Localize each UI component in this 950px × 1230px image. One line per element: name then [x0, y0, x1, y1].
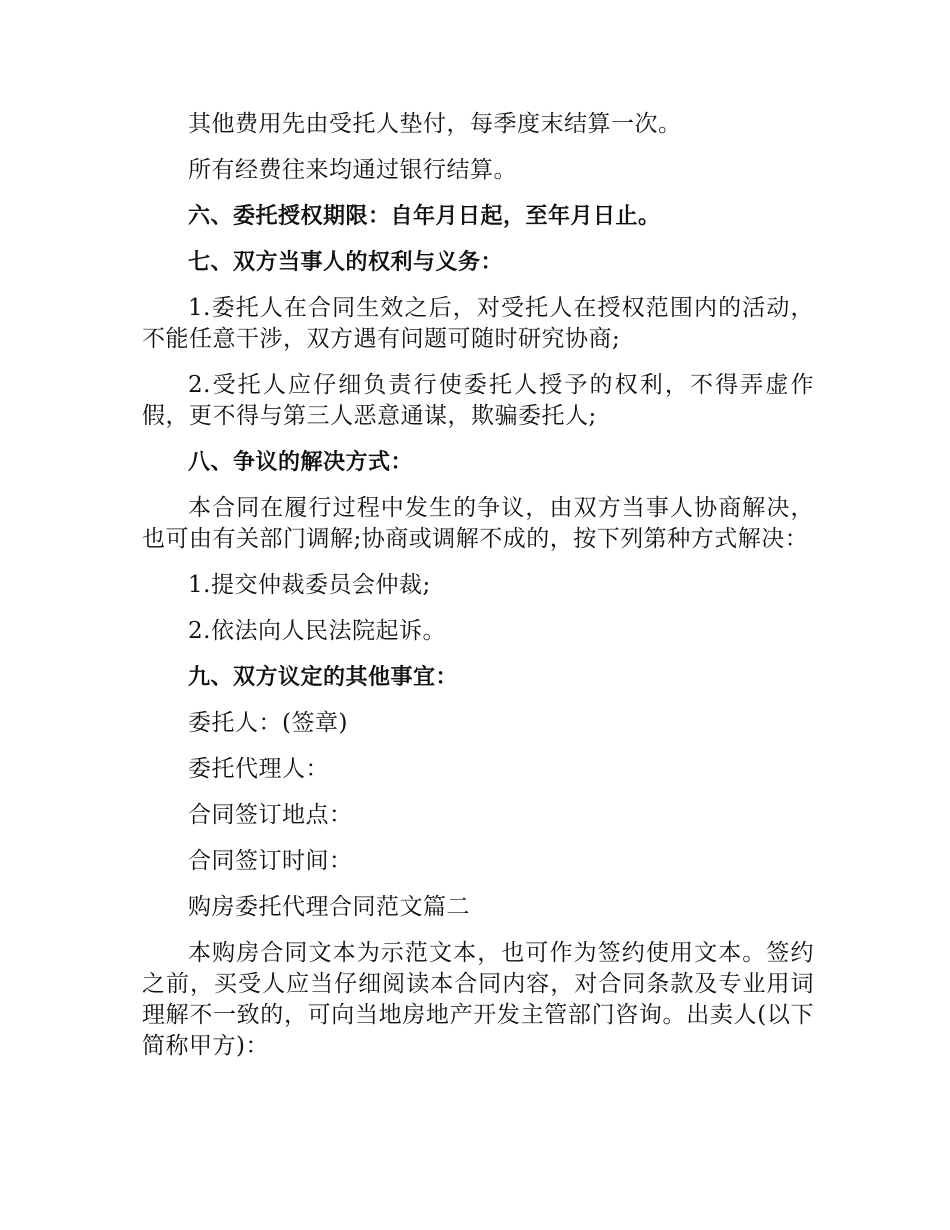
paragraph-bank-settlement: 所有经费往来均通过银行结算。 [188, 157, 517, 183]
paragraph-dispute-text: 本合同在履行过程中发生的争议，由双方当事人协商解决，也可由有关部门调解;协商或调解不成的，按下列第种方式解决： [142, 495, 814, 552]
signature-principal: 委托人：(签章) [188, 710, 348, 736]
clause-agent-duties: 2.受托人应仔细负责行使委托人授予的权利，不得弄虚作假，更不得与第三人恶意通谋，欺骗委托人; [142, 372, 814, 429]
signature-agent: 委托代理人： [188, 756, 329, 782]
signing-location: 合同签订地点： [188, 802, 353, 828]
heading-rights-obligations: 七、双方当事人的权利与义务： [188, 250, 504, 275]
paragraph-expenses-advance: 其他费用先由受托人垫付，每季度末结算一次。 [188, 111, 682, 137]
clause-principal-no-interference: 1.委托人在合同生效之后，对受托人在授权范围内的活动，不能任意干涉，双方遇有问题可随时研究协商; [142, 295, 814, 352]
heading-authorization-period: 六、委托授权期限：自年月日起，至年月日止。 [188, 204, 661, 229]
document-body [142, 109, 814, 1077]
section-title-part-two: 购房委托代理合同范文篇二 [188, 894, 470, 920]
signing-time: 合同签订时间： [188, 848, 353, 874]
paragraph-contract-notice: 本购房合同文本为示范文本，也可作为签约使用文本。签约之前，买受人应当仔细阅读本合同内容，对合同条款及专业用词理解不一致的，可向当地房地产开发主管部门咨询。出卖人(以下简称甲方)： [142, 940, 814, 1059]
option-arbitration: 1.提交仲裁委员会仲裁; [188, 572, 431, 598]
option-litigation: 2.依法向人民法院起诉。 [188, 618, 446, 644]
heading-other-matters: 九、双方议定的其他事宜： [188, 665, 459, 690]
heading-dispute-resolution: 八、争议的解决方式： [188, 450, 414, 475]
